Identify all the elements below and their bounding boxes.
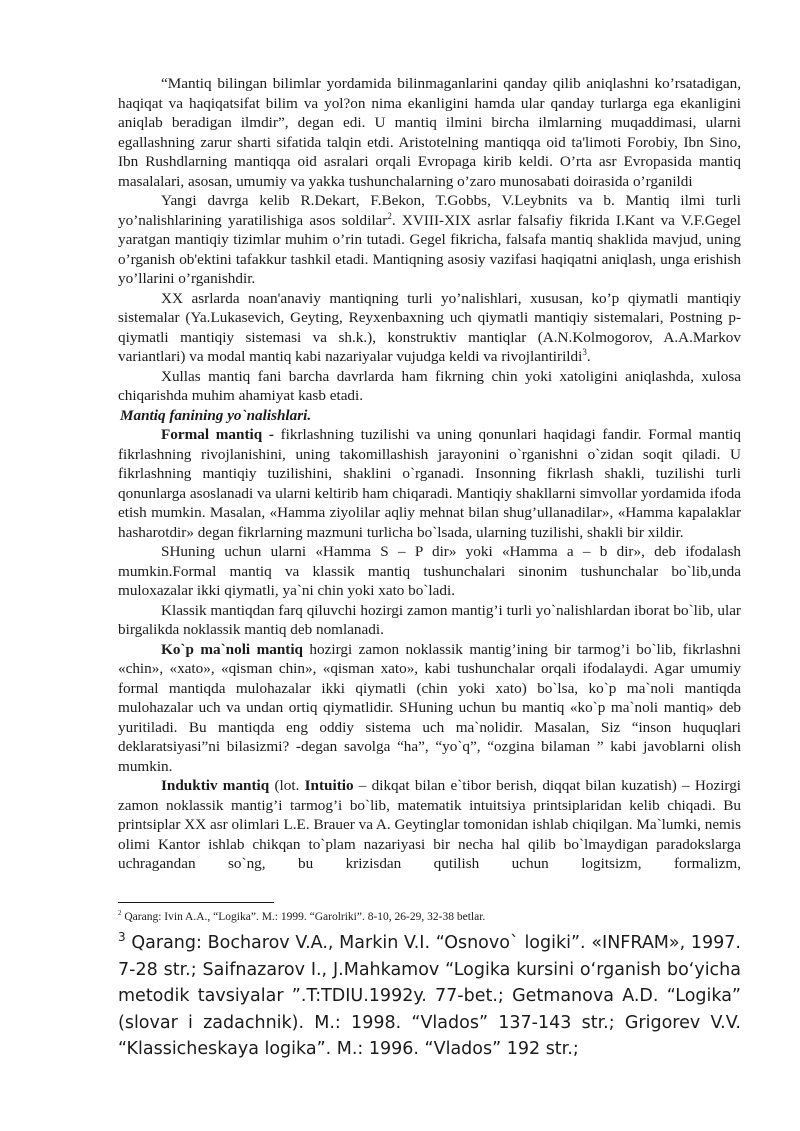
footnote-3-text: Qarang: Bocharov V.A., Markin V.I. “Osnovo` logiki”. «INFRAM», 1997. 7-28 str.; Saifnazarov I., J.Mahkamov “Logika kursini o‘rganish bo‘yicha metodik tavsiyalar ”.T:TDIU.1992y. 77-bet.; Getmanova A.D. “Logika” (slovar i zadachnik). M.: 1998. “Vlados” 137-143 str.; Grigorev V.V. “Klassicheskaya logika”. M.: 1996. “Vlados” 192 str.; <box>118 933 741 1059</box>
paragraph-6 <box>118 542 741 601</box>
footnote-2 <box>118 910 741 925</box>
paragraph-1 <box>118 74 741 191</box>
paragraph-2 <box>118 191 741 289</box>
term-kop-manoli-mantiq: Ko`p ma`noli mantiq <box>161 640 303 658</box>
paragraph-many-valued-logic-text: hozirgi zamon noklassik mantig’ining bir tarmog’i bo`lib, fikrlashni «chin», «xato», «qisman chin», «qisman xato», kabi tushunchalar orqali ifodalaydi. Agar umumiy formal mantiqda mulohazalar ikki qiymatli (chin yoki xato) bo`lsa, ko`p ma`noli mantiqda mulohazalar uch va undan ortiq qiymatlidir. SHuning uchun bu mantiq «ko`p ma`noli mantiq» deb yuritiladi. Bu mantiqda eng oddiy sistema uch ma`nolidir. Masalan, Siz “inson huquqlari deklaratsiyasi”ni bilasizmi? -degan savolga “ha”, “yo`q”, “ozgina bilaman ” kabi javoblarni olish mumkin. <box>118 640 741 775</box>
paragraph-inductive-logic-text: – dikqat bilan e`tibor berish, diqqat bilan kuzatish) – Hozirgi zamon noklassik mantig’i tarmog’i bo`lib, matematik intuitsiya printsiplaridan kelib chiqadi. Bu printsiplar XX asr olimlari L.E. Brauer va A. Geytinglar tomonidan ishlab chiqilgan. Ma`lumki, nemis olimi Kantor ishlab chikqan to`plam nazariyasi bir necha hal qilib bo`lmaydigan paradokslarga uchragandan so`ng, bu krizisdan qutilish uchun logitsizm, formalizm, <box>118 777 742 872</box>
paragraph-4-text: Xullas mantiq fani barcha davrlarda ham fikrning chin yoki xatoligini aniqlashda, xulosa chiqarishda muhim ahamiyat kasb etadi. <box>118 367 741 404</box>
paragraph-6-text: SHuning uchun ularni «Hamma S – P dir» yoki «Hamma a – b dir», deb ifodalash mumkin.Formal mantiq va klassik mantiq tushunchalari sinonim tushunchalar bo`lib,unda muloxazalar ikki qiymatli, ya`ni chin yoki xato bo`ladi. <box>118 543 741 599</box>
term-induktiv-mantiq: Induktiv mantiq <box>161 777 270 794</box>
footnote-3-mark: 3 <box>118 930 126 945</box>
paragraph-2-text-a: Yangi davrga kelib R.Dekart, F.Bekon, T.Gobbs, V.Leybnits va b. Mantiq ilmi turli yo’nalishlarining yaratilishiga asos soldilar <box>118 192 741 229</box>
paragraph-4 <box>118 367 741 406</box>
footnote-2-text: Qarang: Ivin A.A., “Logika”. M.: 1999. “Garolriki”. 8-10, 26-29, 32-38 betlar. <box>121 911 486 923</box>
document-body <box>118 74 741 874</box>
paragraph-many-valued-logic <box>118 640 741 777</box>
paragraph-2-text-b: . XVIII-XIX asrlar falsafiy fikrida I.Kant va V.F.Gegel yaratgan mantiqiy tizimlar muhim o’rin tutadi. Gegel fikricha, falsafa mantiq shaklida mavjud, uning o’rganish ob'ektini tafakkur tashkil etadi. Mantiqning asosiy vazifasi haqiqatni aniqlash, unga erishish yo’llarini o’rganishdir. <box>118 211 741 287</box>
paragraph-3-text-b: . <box>586 348 591 365</box>
paragraph-formal-logic-text: fikrlashning tuzilishi va uning qonunlari haqidagi fandir. Formal mantiq fikrlashning rivojlanishini, uning takomillashish jarayonini o`rganishni o`zidan soqit qiladi. U fikrlashning mantiqiy tuzilishini, shaklini o`rganadi. Insonning fikrlash shakli, tuzilishi turli qonunlarga asoslanadi va ularni keltirib ham chiqaradi. Mantiqiy shakllarni simvollar yordamida ifoda etish mumkin. Masalan, «Hamma ziyolilar aqliy mehnat bilan shug’ullanadilar», «Hamma kapalaklar hasharotdir» degan fikrlarning mazmuni turlicha bo`lsada, ularning tuzilishi, shakli bir xildir. <box>118 426 741 541</box>
term-intuitio: Intuitio <box>304 777 354 794</box>
footnote-ref-2[interactable]: 2 <box>387 210 392 221</box>
footnote-ref-3[interactable]: 3 <box>582 346 587 357</box>
footnote-2-mark: 2 <box>118 909 122 918</box>
paragraph-7 <box>118 601 741 640</box>
paragraph-inductive-logic-mid: (lot. <box>269 777 305 794</box>
footnote-separator <box>118 902 274 903</box>
section-heading: Mantiq fanining yo`nalishlari. <box>120 406 312 424</box>
footnote-3 <box>118 930 741 1063</box>
paragraph-inductive-logic <box>118 776 741 874</box>
term-formal-mantiq: Formal mantiq - <box>161 426 274 443</box>
paragraph-1-text: “Mantiq bilingan bilimlar yordamida bilinmaganlarini qanday qilib aniqlashni ko’rsatadigan, haqiqat va haqiqatsifat bilim va yol?on nima ekanligini hamda ular qanday turlarga ega ekanligini aniqlab beradigan ilmdir”, degan edi. U mantiq ilmini bircha ilmlarning muqaddimasi, ularni egallashning zarur sharti sifatida talqin etdi. Aristotelning mantiqqa oid ta'limoti Forobiy, Ibn Sino, Ibn Rushdlarning mantiqqa oid asralari orqali Evropaga kirib keldi. O’rta asr Evropasida mantiq masalalari, asosan, umumiy va yakka tushunchalarning o’zaro munosabati doirasida o’rganildi <box>118 75 741 190</box>
paragraph-formal-logic <box>118 425 741 542</box>
paragraph-3 <box>118 289 741 367</box>
paragraph-7-text: Klassik mantiqdan farq qiluvchi hozirgi zamon mantig’i turli yo`nalishlardan iborat bo`lib, ular birgalikda noklassik mantiq deb nomlanadi. <box>118 601 741 638</box>
paragraph-3-text-a: XX asrlarda noan'anaviy mantiqning turli yo’nalishlari, xususan, ko’p qiymatli mantiqiy sistemalar (Ya.Lukasevich, Geyting, Reyxenbaxning uch qiymatli mantiqiy sistemalari, Postning p-qiymatli mantiqiy sistemasi va sh.k.), konstruktiv mantiqlar (A.N.Kolmogorov, A.A.Markov variantlari) va modal mantiq kabi nazariyalar vujudga keldi va rivojlantirildi <box>118 289 741 365</box>
